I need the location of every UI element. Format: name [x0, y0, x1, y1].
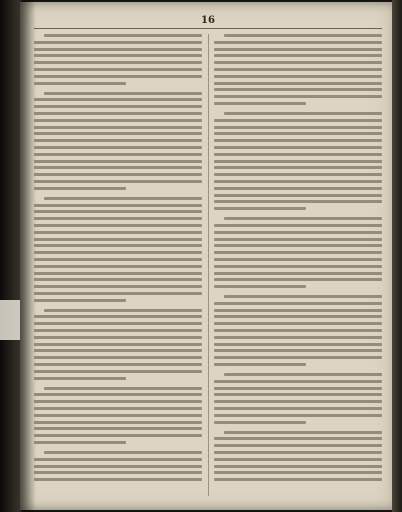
text-line: [214, 194, 382, 197]
text-line: [214, 48, 382, 51]
text-line: [214, 119, 382, 122]
text-line: [224, 431, 382, 434]
text-line: [34, 126, 202, 129]
text-line: [34, 278, 202, 281]
text-line: [34, 231, 202, 234]
text-line: [44, 309, 202, 312]
text-line: [214, 336, 382, 339]
text-line: [34, 204, 202, 207]
text-line: [34, 363, 202, 366]
text-line: [214, 356, 382, 359]
text-line: [34, 441, 126, 444]
text-line: [34, 265, 202, 268]
text-line: [214, 421, 306, 424]
text-line: [34, 244, 202, 247]
text-line: [34, 238, 202, 241]
text-line: [34, 139, 202, 142]
text-line: [214, 153, 382, 156]
text-line: [34, 61, 202, 64]
text-line: [34, 105, 202, 108]
text-line: [224, 295, 382, 298]
text-line: [34, 377, 126, 380]
text-line: [34, 48, 202, 51]
text-line: [34, 54, 202, 57]
text-line: [34, 224, 202, 227]
text-line: [34, 434, 202, 437]
text-line: [214, 102, 306, 105]
text-line: [34, 285, 202, 288]
text-line: [214, 41, 382, 44]
text-line: [34, 251, 202, 254]
text-line: [34, 336, 202, 339]
text-line: [224, 373, 382, 376]
text-line: [214, 315, 382, 318]
text-line: [214, 75, 382, 78]
text-line: [34, 173, 202, 176]
text-line: [214, 380, 382, 383]
text-line: [34, 132, 202, 135]
text-line: [44, 92, 202, 95]
text-line: [214, 187, 382, 190]
text-line: [44, 451, 202, 454]
text-line: [34, 187, 126, 190]
text-line: [214, 265, 382, 268]
text-line: [224, 217, 382, 220]
text-line: [214, 309, 382, 312]
text-line: [214, 343, 382, 346]
text-line: [214, 88, 382, 91]
text-line: [214, 302, 382, 305]
text-line: [214, 82, 382, 85]
text-line: [44, 34, 202, 37]
text-line: [214, 285, 306, 288]
text-line: [34, 421, 202, 424]
text-line: [214, 238, 382, 241]
column-divider: [208, 34, 209, 496]
text-line: [214, 407, 382, 410]
text-line: [34, 471, 202, 474]
text-line: [34, 217, 202, 220]
text-line: [214, 132, 382, 135]
text-line: [34, 315, 202, 318]
text-line: [214, 207, 306, 210]
text-line: [214, 363, 306, 366]
text-line: [214, 458, 382, 461]
text-line: [214, 329, 382, 332]
text-line: [34, 146, 202, 149]
text-line: [34, 414, 202, 417]
text-line: [224, 34, 382, 37]
text-line: [214, 471, 382, 474]
text-line: [214, 465, 382, 468]
text-line: [214, 414, 382, 417]
text-line: [34, 160, 202, 163]
text-line: [34, 166, 202, 169]
text-line: [34, 356, 202, 359]
text-line: [214, 95, 382, 98]
text-line: [34, 292, 202, 295]
text-line: [44, 197, 202, 200]
text-line: [214, 54, 382, 57]
text-line: [34, 272, 202, 275]
text-line: [214, 349, 382, 352]
text-line: [214, 387, 382, 390]
text-line: [34, 349, 202, 352]
left-column: [34, 34, 202, 496]
text-line: [34, 458, 202, 461]
book-binding: [0, 0, 22, 512]
text-line: [214, 61, 382, 64]
book-page: [20, 2, 392, 510]
text-line: [34, 478, 202, 481]
text-line: [34, 400, 202, 403]
text-line: [34, 68, 202, 71]
text-line: [214, 272, 382, 275]
text-line: [34, 299, 126, 302]
text-line: [214, 139, 382, 142]
text-line: [34, 427, 202, 430]
text-line: [34, 210, 202, 213]
text-line: [214, 180, 382, 183]
page-header: [34, 16, 382, 29]
text-line: [214, 444, 382, 447]
text-line: [34, 119, 202, 122]
text-line: [224, 112, 382, 115]
text-line: [44, 387, 202, 390]
text-line: [34, 370, 202, 373]
text-line: [214, 126, 382, 129]
text-line: [34, 407, 202, 410]
text-line: [214, 451, 382, 454]
text-line: [214, 244, 382, 247]
text-line: [214, 224, 382, 227]
text-line: [214, 258, 382, 261]
text-line: [214, 393, 382, 396]
text-line: [214, 160, 382, 163]
text-line: [34, 465, 202, 468]
text-line: [34, 75, 202, 78]
text-columns: [34, 34, 382, 496]
text-line: [214, 173, 382, 176]
text-line: [214, 322, 382, 325]
page-number: 16: [201, 15, 215, 26]
text-line: [34, 322, 202, 325]
text-line: [34, 98, 202, 101]
text-line: [214, 251, 382, 254]
text-line: [214, 400, 382, 403]
text-line: [214, 437, 382, 440]
text-line: [214, 146, 382, 149]
right-column: [214, 34, 382, 496]
text-line: [214, 68, 382, 71]
page-edge: [392, 0, 402, 512]
text-line: [34, 329, 202, 332]
text-line: [34, 180, 202, 183]
text-line: [34, 343, 202, 346]
spine-sticker: [0, 300, 22, 340]
text-line: [214, 478, 382, 481]
text-line: [214, 166, 382, 169]
text-line: [34, 258, 202, 261]
text-line: [34, 112, 202, 115]
text-line: [34, 153, 202, 156]
text-line: [34, 393, 202, 396]
text-line: [214, 278, 382, 281]
text-line: [214, 200, 382, 203]
text-line: [214, 231, 382, 234]
text-line: [34, 41, 202, 44]
text-line: [34, 82, 126, 85]
